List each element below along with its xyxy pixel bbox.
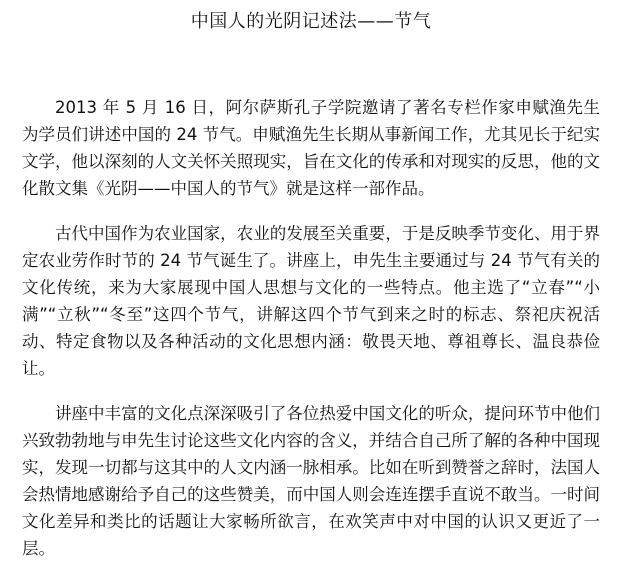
document-title: 中国人的光阴记述法——节气 (190, 11, 432, 32)
paragraph-3: 讲座中丰富的文化点深深吸引了各位热爱中国文化的听众，提问环节中他们兴致勃勃地与申先生讨论这些文化内容的含义，并结合自己所了解的各种中国现实，发现一切都与这其中的人文内涵一脉相承。比如在听到赞誉之辞时，法国人会热情地感谢给予自己的这些赞美，而中国人则会连连摆手直说不敢当。一时间文化差异和类比的话题让大家畅所欲言，在欢笑声中对中国的认识又更近了一层。 (22, 404, 600, 558)
paragraph-2: 古代中国作为农业国家，农业的发展至关重要，于是反映季节变化、用于界定农业劳作时节的 24 节气诞生了。讲座上，申先生主要通过与 24 节气有关的文化传统，来为大家展现中国人思想与文化的一些特点。他主选了“立春”“小满”“立秋”“冬至”这四个节气，讲解这四个节气到来之时的标志、祭祀庆祝活动、特定食物以及各种活动的文化思想内涵：敬畏天地、尊祖尊长、温良恭俭让。 (22, 224, 600, 378)
paragraph-1: 2013 年 5 月 16 日，阿尔萨斯孔子学院邀请了著名专栏作家申赋渔先生为学员们讲述中国的 24 节气。申赋渔先生长期从事新闻工作，尤其见长于纪实文学，他以深刻的人文关怀关照现实，旨在文化的传承和对现实的反思，他的文化散文集《光阴——中国人的节气》就是这样一部作品。 (22, 98, 600, 198)
